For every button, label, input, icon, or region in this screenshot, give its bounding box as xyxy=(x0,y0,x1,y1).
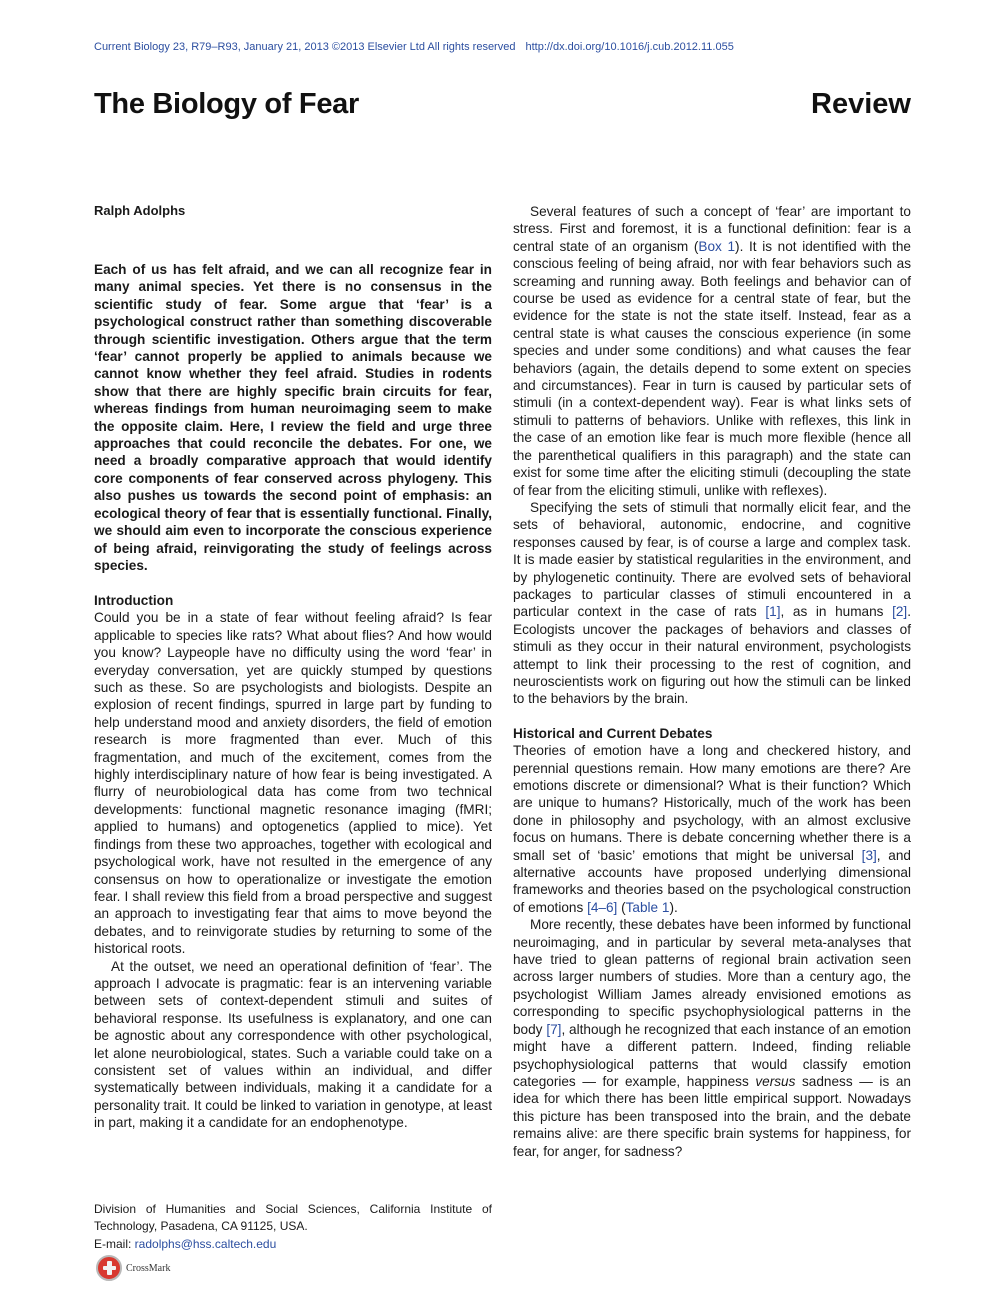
abstract xyxy=(94,261,492,574)
crossmark-label: CrossMark xyxy=(126,1262,171,1274)
email-label: E-mail: xyxy=(94,1236,135,1251)
ref-2-link[interactable]: [2] xyxy=(892,604,908,620)
crossmark-icon xyxy=(96,1255,122,1281)
citation-text: Current Biology 23, R79–R93, January 21, 2013 ©2013 Elsevier Ltd All rights reserved xyxy=(94,41,516,53)
section-gap xyxy=(513,708,911,725)
ref-1-link[interactable]: [1] xyxy=(765,604,781,620)
text-span: . Ecologists uncover the packages of behaviors and classes of stimuli as they occur in their natural environment, psychologists attempt to link their processing to the rest of cognition, and neuroscientists work on figuring out how the stimuli can be linked to the behaviors by the brain. xyxy=(513,604,911,707)
text-span: sadness — is an idea for which there has been little empirical support. Nowadays this picture has been transposed into the brain, and the debate remains alive: are there specific brain systems for happiness, for fear, for anger, for sadness? xyxy=(513,1073,911,1159)
right-paragraph-2 xyxy=(513,499,911,708)
ref-3-link[interactable]: [3] xyxy=(861,847,877,863)
italic-text: versus xyxy=(755,1073,796,1089)
email-line xyxy=(94,1236,492,1253)
table-1-link[interactable]: Table 1 xyxy=(625,899,670,915)
right-paragraph-4 xyxy=(513,916,911,1160)
intro-paragraph-2: At the outset, we need an operational definition of ‘fear’. The approach I advocate is pragmatic: fear is an intervening variable between sets of context-dependent stimuli and suites of behavioral response. Its usefulness is explanatory, and one can be agnostic about any correspondence with other psychological, let alone neurobiological, states. Such a variable could take on a consistent set of values within an individual, and differ systematically between individuals, making it a candidate for a personality trait. It could be linked to variation in genotype, at least in part, making it a candidate for an endophenotype. xyxy=(94,958,492,1131)
text-span: , and alternative accounts have proposed underlying dimensional frameworks and theories based on the psychological construction of emotions xyxy=(513,847,911,915)
text-span: More recently, these debates have been informed by functional neuroimaging, and in particular by several meta-analyses that have tried to glean patterns of regional brain activation seen across larger numbers of studies. More than a century ago, the psychologist William James already envisioned emotions as corresponding to specific psychophysiological patterns in the body xyxy=(513,917,911,1037)
right-paragraph-3 xyxy=(513,742,911,916)
left-column xyxy=(94,592,492,1132)
ref-7-link[interactable]: [7] xyxy=(546,1021,562,1037)
section-heading-historical: Historical and Current Debates xyxy=(513,725,713,741)
author-affiliation xyxy=(94,1201,492,1253)
author-name: Ralph Adolphs xyxy=(94,203,186,218)
ref-4-6-link[interactable]: [4–6] xyxy=(587,899,618,915)
text-span: ( xyxy=(617,899,626,915)
text-span: , although he recognized that each instance of an emotion might have a different pattern. Indeed, finding reliable psychophysiological patterns that would classify emotion categories — for example, happiness xyxy=(513,1021,911,1089)
doi-link[interactable]: http://dx.doi.org/10.1016/j.cub.2012.11.055 xyxy=(525,41,734,53)
box-1-link[interactable]: Box 1 xyxy=(698,238,736,254)
section-heading-introduction: Introduction xyxy=(94,593,174,608)
text-span: , as in humans xyxy=(780,604,893,620)
email-link[interactable]: radolphs@hss.caltech.edu xyxy=(134,1236,277,1251)
text-span: ). xyxy=(669,899,678,915)
article-type: Review xyxy=(811,88,911,120)
affiliation-text: Division of Humanities and Social Sciences, California Institute of Technology, Pasadena, CA 91125, USA. xyxy=(94,1202,492,1234)
right-column xyxy=(513,203,911,1160)
journal-citation xyxy=(94,41,734,53)
text-span: ). It is not identified with the conscious feeling of being afraid, nor with fear behaviors such as screaming and running away. Both feelings and behavior can of course be used as evidence for a central state of fear, but the evidence for the state is not the state itself. Instead, fear as a central state is what causes the conscious experience (in some species and under some conditions) and what causes the fear behaviors (again, the details depend to some extent on species and circumstances). Fear in turn is caused by particular sets of stimuli (in a context-dependent way). Fear is what links sets of stimuli to patterns of behaviors. Unlike with reflexes, this link in the case of an emotion like fear is much more flexible (hence all the parenthetical qualifiers in this paragraph) and the state can exist for some time after the eliciting stimuli (decoupling the state of fear from the eliciting stimuli, unlike with reflexes). xyxy=(513,238,911,498)
text-span: Theories of emotion have a long and checkered history, and perennial questions remain. How many emotions are there? Are emotions discrete or dimensional? What is their function? Which are unique to humans? Historically, much of the work has been done in philosophy and psychology, with an almost exclusive focus on humans. There is debate concerning whether there is a small set of ‘basic’ emotions that might be universal xyxy=(513,743,911,863)
crossmark-badge[interactable] xyxy=(96,1255,170,1281)
article-title: The Biology of Fear xyxy=(94,88,359,120)
intro-paragraph-1: Could you be in a state of fear without feeling afraid? Is fear applicable to species like rats? What about flies? And how would you know? Laypeople have no difficulty using the word ‘fear’ in everyday conversation, yet are quickly stumped by questions such as these. So are psychologists and biologists. Despite an explosion of recent findings, spurred in large part by funding to help understand mood and anxiety disorders, the field of emotion research is more fragmented than ever. Much of this fragmentation, and much of the excitement, comes from the highly interdisciplinary nature of how fear is being investigated. A flurry of neurobiological data has come from two technical developments: functional magnetic resonance imaging (fMRI; applied to humans) and optogenetics (applied to mice). Yet findings from these two approaches, together with ecological and psychological work, have not resulted in the emergence of any consensus on how to operationalize or investigate the emotion fear. I shall review this field from a broad perspective and suggest an approach to investigating fear that aims to move beyond the debates, and to reinvigorate studies by returning to some of the historical roots. xyxy=(94,610,492,957)
abstract-text: Each of us has felt afraid, and we can all recognize fear in many animal species. Yet there is no consensus in the scientific study of fear. Some argue that ‘fear’ is a psychological construct rather than something discoverable through scientific investigation. Others argue that the term ‘fear’ cannot properly be applied to animals because we cannot know whether they feel afraid. Studies in rodents show that there are highly specific brain circuits for fear, whereas findings from human neuroimaging seem to make the opposite claim. Here, I review the field and urge three approaches that could reconcile the debates. For one, we need a broadly comparative approach that would identify core components of fear conserved across phylogeny. This also pushes us towards the second point of emphasis: an ecological theory of fear that is essentially functional. Finally, we should aim even to incorporate the conscious experience of being afraid, reinvigorating the study of feelings across species. xyxy=(94,262,492,573)
text-span: Specifying the sets of stimuli that normally elicit fear, and the sets of behavioral, autonomic, endocrine, and cognitive responses caused by fear, is of course a large and complex task. It is made easier by statistical regularities in the environment, and by phylogenetic continuity. There are evolved sets of behavioral packages to particular classes of stimuli encountered in a particular context in the case of rats xyxy=(513,499,911,620)
text-span: Several features of such a concept of ‘fear’ are important to stress. First and foremost, it is a functional definition: fear is a central state of an organism ( xyxy=(513,204,911,254)
right-paragraph-1 xyxy=(513,203,911,499)
